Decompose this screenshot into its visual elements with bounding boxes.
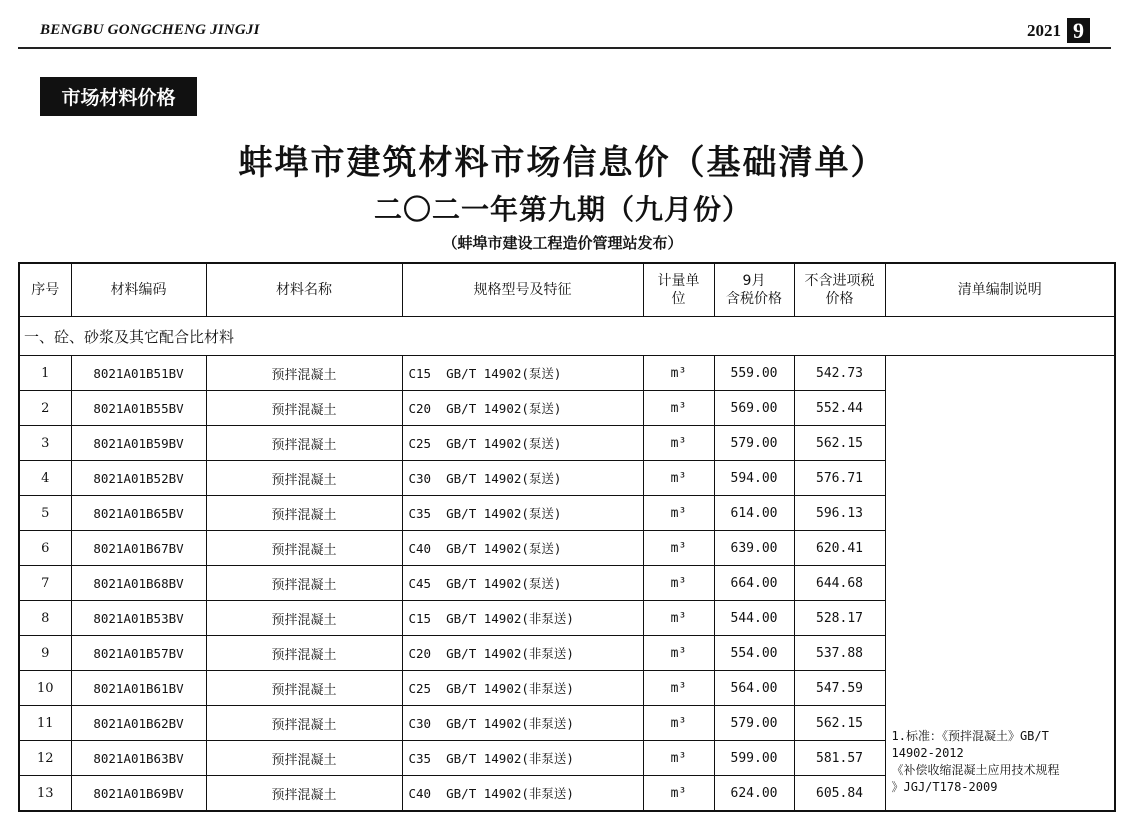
row-tax-price: 624.00 [714, 776, 794, 812]
row-spec: C30 GB/T 14902(非泵送) [402, 706, 643, 741]
table-header-row [19, 263, 1115, 317]
row-code: 8021A01B53BV [71, 601, 206, 636]
table-row [19, 356, 1115, 391]
row-name: 预拌混凝土 [206, 706, 402, 741]
row-tax-price: 599.00 [714, 741, 794, 776]
row-spec: C25 GB/T 14902(泵送) [402, 426, 643, 461]
row-tax-price: 569.00 [714, 391, 794, 426]
header-notes: 清单编制说明 [885, 263, 1115, 317]
row-name: 预拌混凝土 [206, 356, 402, 391]
row-code: 8021A01B55BV [71, 391, 206, 426]
header-unit-line2: 位 [671, 291, 686, 307]
category-label: 一、砼、砂浆及其它配合比材料 [19, 317, 1115, 356]
row-code: 8021A01B67BV [71, 531, 206, 566]
row-tax-price: 559.00 [714, 356, 794, 391]
header-name: 材料名称 [206, 263, 402, 317]
row-unit: m³ [643, 426, 714, 461]
row-spec: C45 GB/T 14902(泵送) [402, 566, 643, 601]
header-tax-price-line2: 含税价格 [726, 291, 782, 307]
row-unit: m³ [643, 496, 714, 531]
row-code: 8021A01B51BV [71, 356, 206, 391]
row-unit: m³ [643, 356, 714, 391]
row-notax-price: 562.15 [794, 426, 885, 461]
row-code: 8021A01B69BV [71, 776, 206, 812]
row-name: 预拌混凝土 [206, 531, 402, 566]
row-name: 预拌混凝土 [206, 601, 402, 636]
row-spec: C15 GB/T 14902(泵送) [402, 356, 643, 391]
notes-line: 》JGJ/T178-2009 [891, 780, 998, 794]
row-seq: 10 [19, 671, 71, 706]
row-tax-price: 579.00 [714, 426, 794, 461]
row-notax-price: 552.44 [794, 391, 885, 426]
row-tax-price: 639.00 [714, 531, 794, 566]
row-name: 预拌混凝土 [206, 636, 402, 671]
row-tax-price: 579.00 [714, 706, 794, 741]
section-tag: 市场材料价格 [40, 77, 197, 116]
row-tax-price: 594.00 [714, 461, 794, 496]
notes-line: 1.标准：《预拌混凝土》GB/T [891, 729, 1049, 743]
page-subtitle: 二〇二一年第九期（九月份） [373, 193, 751, 226]
row-name: 预拌混凝土 [206, 426, 402, 461]
notes-line: 《补偿收缩混凝土应用技术规程 [891, 763, 1060, 777]
row-unit: m³ [643, 566, 714, 601]
row-name: 预拌混凝土 [206, 741, 402, 776]
category-row [19, 317, 1115, 356]
header-unit-line1: 计量单 [657, 273, 700, 289]
row-code: 8021A01B68BV [71, 566, 206, 601]
row-notax-price: 596.13 [794, 496, 885, 531]
row-seq: 2 [19, 391, 71, 426]
row-code: 8021A01B61BV [71, 671, 206, 706]
row-unit: m³ [643, 776, 714, 812]
row-unit: m³ [643, 601, 714, 636]
publisher-line: （蚌埠市建设工程造价管理站发布） [442, 234, 683, 252]
row-notax-price: 620.41 [794, 531, 885, 566]
row-tax-price: 664.00 [714, 566, 794, 601]
row-tax-price: 564.00 [714, 671, 794, 706]
header-divider [18, 47, 1111, 49]
row-spec: C30 GB/T 14902(泵送) [402, 461, 643, 496]
row-seq: 8 [19, 601, 71, 636]
row-spec: C40 GB/T 14902(泵送) [402, 531, 643, 566]
row-tax-price: 544.00 [714, 601, 794, 636]
row-name: 预拌混凝土 [206, 566, 402, 601]
row-notax-price: 562.15 [794, 706, 885, 741]
journal-name: BENGBU GONGCHENG JINGJI [40, 22, 260, 38]
row-spec: C35 GB/T 14902(泵送) [402, 496, 643, 531]
row-code: 8021A01B63BV [71, 741, 206, 776]
header-tax-price-line1: 9月 [742, 273, 766, 289]
header-tax-price [714, 263, 794, 317]
row-notax-price: 528.17 [794, 601, 885, 636]
row-code: 8021A01B57BV [71, 636, 206, 671]
row-spec: C15 GB/T 14902(非泵送) [402, 601, 643, 636]
row-unit: m³ [643, 531, 714, 566]
header-spec: 规格型号及特征 [402, 263, 643, 317]
row-seq: 13 [19, 776, 71, 812]
row-seq: 4 [19, 461, 71, 496]
row-name: 预拌混凝土 [206, 776, 402, 812]
header-unit [643, 263, 714, 317]
row-spec: C20 GB/T 14902(非泵送) [402, 636, 643, 671]
row-spec: C20 GB/T 14902(泵送) [402, 391, 643, 426]
header-code: 材料编码 [71, 263, 206, 317]
issue-number-badge: 9 [1067, 18, 1090, 43]
row-tax-price: 614.00 [714, 496, 794, 531]
issue-indicator [1027, 18, 1090, 43]
row-unit: m³ [643, 671, 714, 706]
row-unit: m³ [643, 741, 714, 776]
notes-line: 14902-2012 [891, 746, 964, 760]
header-notax-price-line1: 不含进项税 [804, 273, 875, 289]
row-unit: m³ [643, 391, 714, 426]
row-seq: 6 [19, 531, 71, 566]
row-notax-price: 537.88 [794, 636, 885, 671]
row-seq: 3 [19, 426, 71, 461]
header-seq: 序号 [19, 263, 71, 317]
row-unit: m³ [643, 636, 714, 671]
row-name: 预拌混凝土 [206, 671, 402, 706]
row-name: 预拌混凝土 [206, 391, 402, 426]
row-spec: C40 GB/T 14902(非泵送) [402, 776, 643, 812]
row-code: 8021A01B65BV [71, 496, 206, 531]
row-unit: m³ [643, 706, 714, 741]
row-notax-price: 605.84 [794, 776, 885, 812]
row-name: 预拌混凝土 [206, 496, 402, 531]
row-name: 预拌混凝土 [206, 461, 402, 496]
row-seq: 9 [19, 636, 71, 671]
row-seq: 5 [19, 496, 71, 531]
header-notax-price-line2: 价格 [825, 291, 854, 307]
row-notax-price: 547.59 [794, 671, 885, 706]
header-notax-price [794, 263, 885, 317]
price-table [18, 262, 1116, 812]
row-notax-price: 542.73 [794, 356, 885, 391]
page-title: 蚌埠市建筑材料市场信息价（基础清单） [238, 143, 887, 183]
notes-cell [885, 356, 1115, 812]
row-code: 8021A01B62BV [71, 706, 206, 741]
row-seq: 7 [19, 566, 71, 601]
row-spec: C25 GB/T 14902(非泵送) [402, 671, 643, 706]
row-notax-price: 644.68 [794, 566, 885, 601]
row-spec: C35 GB/T 14902(非泵送) [402, 741, 643, 776]
row-seq: 12 [19, 741, 71, 776]
row-notax-price: 581.57 [794, 741, 885, 776]
row-notax-price: 576.71 [794, 461, 885, 496]
row-seq: 1 [19, 356, 71, 391]
year-label: 2021 [1027, 20, 1061, 40]
row-seq: 11 [19, 706, 71, 741]
row-code: 8021A01B59BV [71, 426, 206, 461]
row-tax-price: 554.00 [714, 636, 794, 671]
row-unit: m³ [643, 461, 714, 496]
row-code: 8021A01B52BV [71, 461, 206, 496]
